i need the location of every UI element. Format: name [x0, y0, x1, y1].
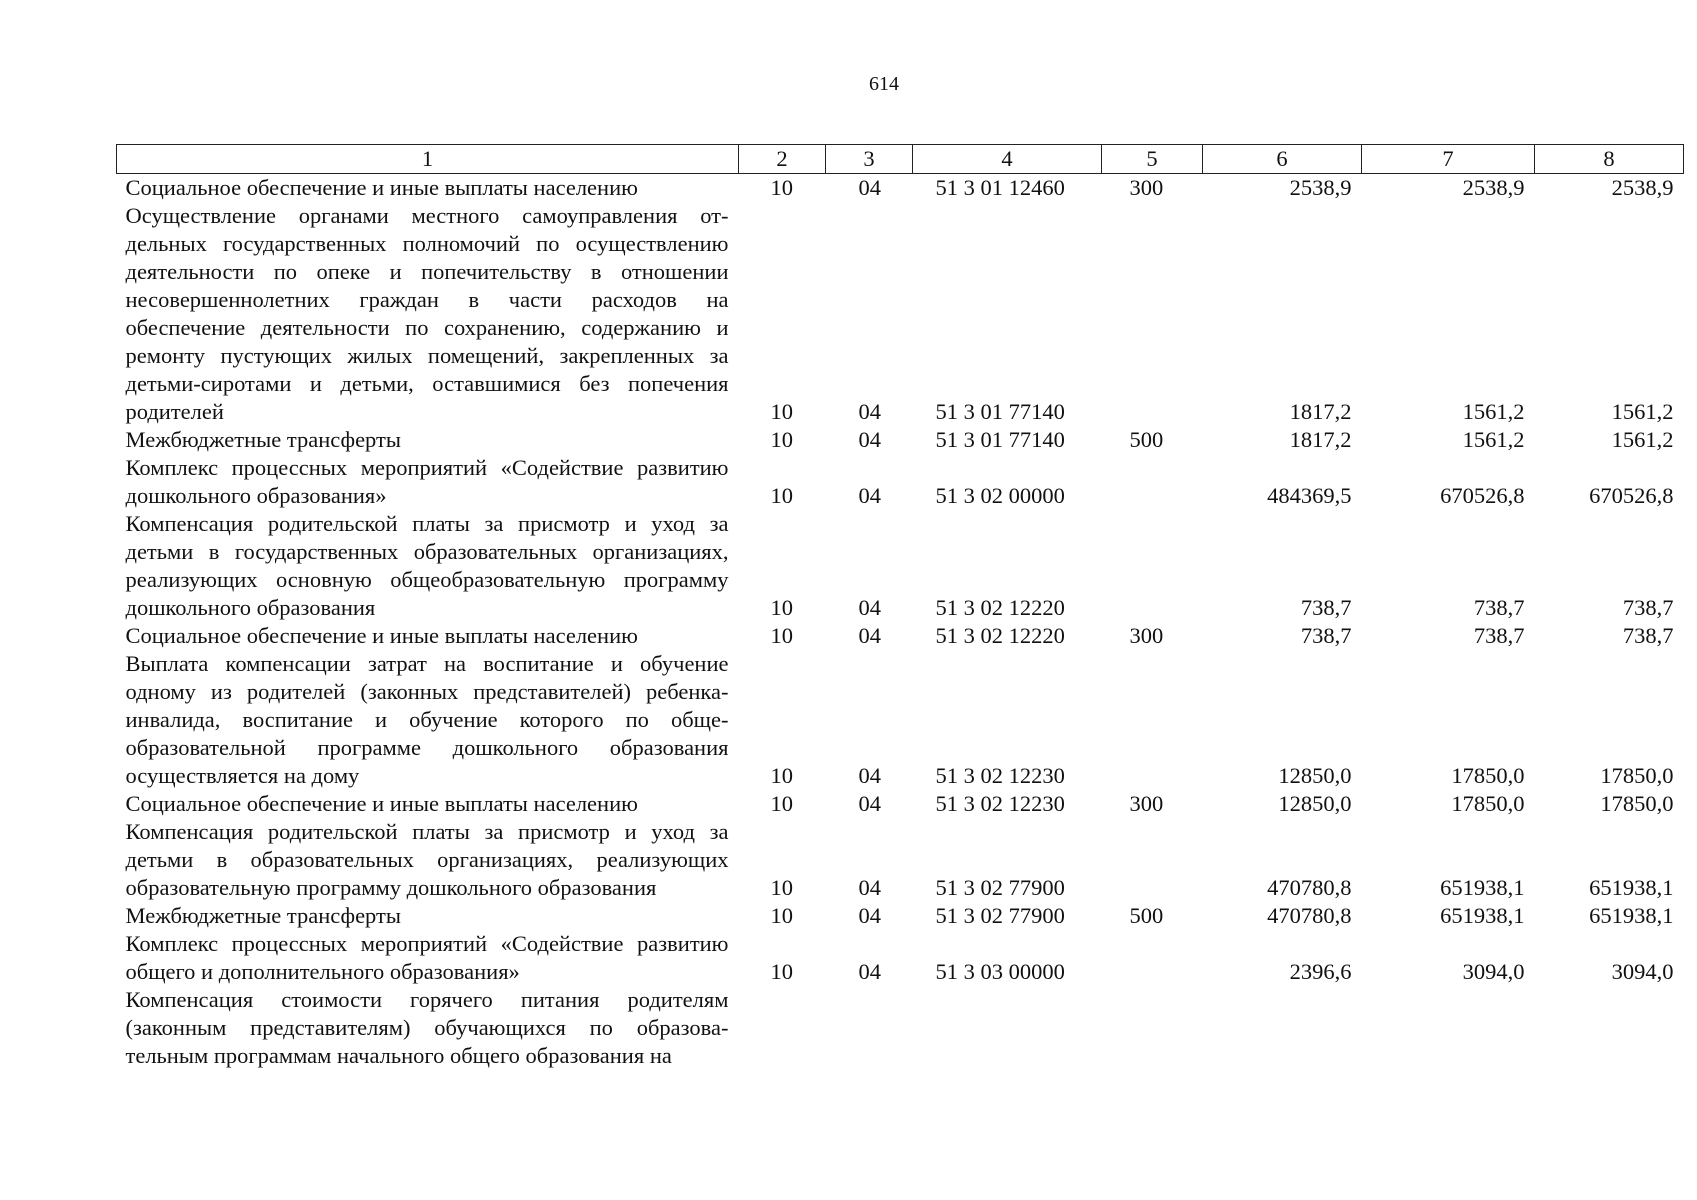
table-row	[117, 790, 1684, 818]
row-subsection-cell: 04	[858, 763, 881, 788]
row-name-cell: Межбюджетные трансферты	[125, 903, 401, 928]
row-amount-3-cell: 17850,0	[1600, 791, 1674, 816]
table-header-row	[117, 145, 1684, 174]
row-amount-2-cell: 17850,0	[1451, 791, 1525, 816]
budget-table	[116, 144, 1684, 1070]
row-name-cell: Межбюджетные трансферты	[125, 427, 401, 452]
row-expense-kind-cell: 500	[1129, 427, 1164, 452]
row-subsection-cell: 04	[858, 427, 881, 452]
row-amount-1-cell: 12850,0	[1278, 763, 1352, 788]
table-row	[117, 426, 1684, 454]
row-target-article-cell: 51 3 02 12230	[935, 791, 1065, 816]
row-amount-2-cell: 1561,2	[1462, 427, 1525, 452]
row-name-cell: Социальное обеспечение и иные выплаты населению	[125, 623, 638, 648]
row-amount-1-cell: 1817,2	[1289, 427, 1352, 452]
row-amount-2-cell: 651938,1	[1440, 903, 1525, 928]
row-name-cell: Социальное обеспечение и иные выплаты населению	[125, 175, 638, 200]
row-name-cell: Компенсация стоимости горячего питания родителям (законным представителям) обучающихся по образовательным программам начального общего образования на	[125, 987, 729, 1068]
row-amount-3-cell: 738,7	[1622, 623, 1674, 648]
column-header-name: 1	[117, 145, 739, 174]
table-row	[117, 986, 1684, 1070]
row-target-article-cell: 51 3 01 12460	[935, 175, 1065, 200]
row-expense-kind-cell	[1102, 986, 1203, 1070]
row-target-article-cell: 51 3 01 77140	[935, 399, 1065, 424]
row-expense-kind-cell	[1102, 930, 1203, 986]
row-name-cell: Комплекс процессных мероприятий «Содействие развитию общего и дополнительного образования»	[125, 931, 729, 984]
row-target-article-cell: 51 3 02 12220	[935, 595, 1065, 620]
page-number: 614	[869, 73, 899, 95]
row-subsection-cell: 04	[858, 595, 881, 620]
table-row	[117, 510, 1684, 622]
row-amount-1-cell: 738,7	[1300, 595, 1352, 620]
column-header-subsection: 3	[826, 145, 913, 174]
table-row	[117, 818, 1684, 902]
table-row	[117, 622, 1684, 650]
row-amount-2-cell: 17850,0	[1451, 763, 1525, 788]
row-subsection-cell	[826, 986, 913, 1070]
row-subsection-cell: 04	[858, 623, 881, 648]
row-amount-1-cell: 484369,5	[1267, 483, 1352, 508]
row-amount-3-cell	[1535, 986, 1684, 1070]
row-expense-kind-cell	[1102, 510, 1203, 622]
table-row	[117, 650, 1684, 790]
row-amount-1-cell: 12850,0	[1278, 791, 1352, 816]
row-amount-2-cell: 651938,1	[1440, 875, 1525, 900]
row-target-article-cell: 51 3 02 77900	[935, 903, 1065, 928]
row-amount-3-cell: 1561,2	[1611, 399, 1674, 424]
row-expense-kind-cell: 500	[1129, 903, 1164, 928]
column-header-amount-1: 6	[1203, 145, 1362, 174]
row-expense-kind-cell	[1102, 454, 1203, 510]
row-expense-kind-cell: 300	[1129, 623, 1164, 648]
row-section-cell: 10	[770, 175, 793, 200]
row-target-article-cell: 51 3 01 77140	[935, 427, 1065, 452]
row-subsection-cell: 04	[858, 959, 881, 984]
row-amount-1-cell: 1817,2	[1289, 399, 1352, 424]
row-amount-2-cell	[1362, 986, 1535, 1070]
row-target-article-cell	[913, 986, 1102, 1070]
row-amount-3-cell: 3094,0	[1611, 959, 1674, 984]
row-subsection-cell: 04	[858, 483, 881, 508]
row-section-cell: 10	[770, 903, 793, 928]
row-target-article-cell: 51 3 02 12220	[935, 623, 1065, 648]
row-amount-3-cell: 651938,1	[1589, 903, 1674, 928]
row-section-cell: 10	[770, 875, 793, 900]
column-header-section: 2	[739, 145, 826, 174]
row-target-article-cell: 51 3 02 00000	[935, 483, 1065, 508]
row-amount-1-cell	[1203, 986, 1362, 1070]
row-section-cell: 10	[770, 959, 793, 984]
row-amount-2-cell: 738,7	[1473, 623, 1525, 648]
row-section-cell: 10	[770, 763, 793, 788]
row-expense-kind-cell: 300	[1129, 791, 1164, 816]
row-amount-1-cell: 470780,8	[1267, 875, 1352, 900]
row-amount-3-cell: 738,7	[1622, 595, 1674, 620]
row-amount-3-cell: 651938,1	[1589, 875, 1674, 900]
row-amount-1-cell: 2396,6	[1289, 959, 1352, 984]
row-name-cell: Социальное обеспечение и иные выплаты населению	[125, 791, 638, 816]
row-expense-kind-cell	[1102, 818, 1203, 902]
row-name-cell: Компенсация родительской платы за присмотр и уход за детьми в образовательных организациях, реализующих образовательную программу дошкольного образования	[125, 819, 729, 900]
row-name-cell: Осуществление органами местного самоуправления отдельных государственных полномочий по осуществлению деятельности по опеке и попечительству в отношении несовершеннолетних граждан в части расходов на обеспечение деятельности по сохранению, содержанию и ремонту пустующих жилых помещений, закрепленных за детьми-сиротами и детьми, оставшимися без попечения родителей	[125, 203, 729, 424]
row-amount-2-cell: 1561,2	[1462, 399, 1525, 424]
row-target-article-cell: 51 3 02 77900	[935, 875, 1065, 900]
row-subsection-cell: 04	[858, 175, 881, 200]
row-section-cell: 10	[770, 791, 793, 816]
row-subsection-cell: 04	[858, 791, 881, 816]
row-name-cell: Комплекс процессных мероприятий «Содействие развитию дошкольного образования»	[125, 455, 729, 508]
row-amount-3-cell: 1561,2	[1611, 427, 1674, 452]
row-section-cell: 10	[770, 483, 793, 508]
column-header-amount-3: 8	[1535, 145, 1684, 174]
row-target-article-cell: 51 3 02 12230	[935, 763, 1065, 788]
row-amount-2-cell: 3094,0	[1462, 959, 1525, 984]
row-section-cell: 10	[770, 427, 793, 452]
row-amount-3-cell: 2538,9	[1611, 175, 1674, 200]
row-subsection-cell: 04	[858, 903, 881, 928]
row-target-article-cell: 51 3 03 00000	[935, 959, 1065, 984]
row-section-cell: 10	[770, 595, 793, 620]
column-header-expense-kind: 5	[1102, 145, 1203, 174]
row-name-cell: Выплата компенсации затрат на воспитание и обучение одному из родителей (законных представителей) ребенка-инвалида, воспитание и обучение которого по общеобразовательной программе дошкольного образования осуществляется на дому	[125, 651, 729, 788]
row-section-cell: 10	[770, 399, 793, 424]
row-subsection-cell: 04	[858, 399, 881, 424]
table-row	[117, 902, 1684, 930]
row-subsection-cell: 04	[858, 875, 881, 900]
column-header-amount-2: 7	[1362, 145, 1535, 174]
table-row	[117, 202, 1684, 426]
column-header-target-article: 4	[913, 145, 1102, 174]
row-section-cell: 10	[770, 623, 793, 648]
row-amount-1-cell: 470780,8	[1267, 903, 1352, 928]
row-expense-kind-cell	[1102, 202, 1203, 426]
row-section-cell	[739, 986, 826, 1070]
row-expense-kind-cell	[1102, 650, 1203, 790]
row-expense-kind-cell: 300	[1129, 175, 1164, 200]
table-row	[117, 174, 1684, 203]
row-amount-1-cell: 738,7	[1300, 623, 1352, 648]
table-row	[117, 930, 1684, 986]
row-amount-2-cell: 670526,8	[1440, 483, 1525, 508]
table-row	[117, 454, 1684, 510]
row-amount-3-cell: 670526,8	[1589, 483, 1674, 508]
row-amount-2-cell: 2538,9	[1462, 175, 1525, 200]
row-amount-3-cell: 17850,0	[1600, 763, 1674, 788]
row-amount-1-cell: 2538,9	[1289, 175, 1352, 200]
row-amount-2-cell: 738,7	[1473, 595, 1525, 620]
row-name-cell: Компенсация родительской платы за присмотр и уход за детьми в государственных образовательных организациях, реализующих основную общеобразовательную программу дошкольного образования	[125, 511, 729, 620]
